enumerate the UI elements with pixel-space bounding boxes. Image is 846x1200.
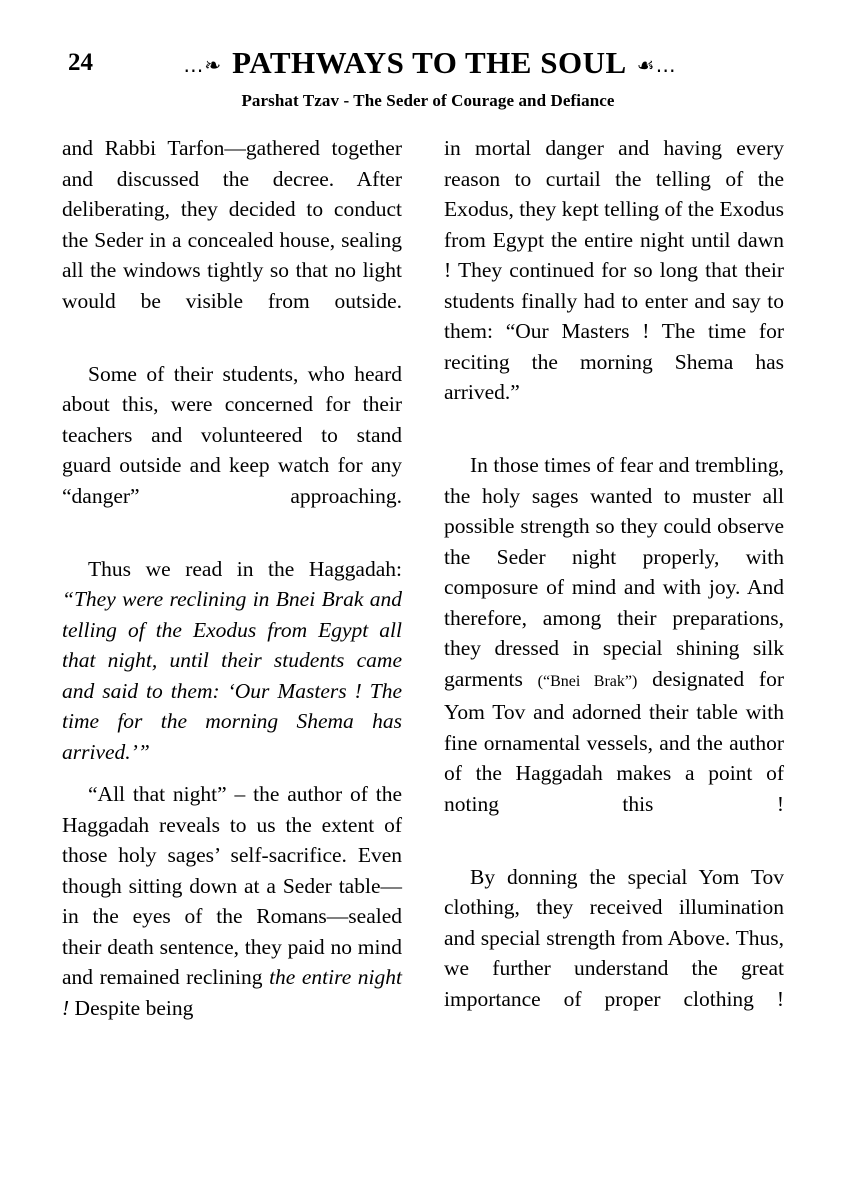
body-text: and Rabbi Tarfon—gathered together and discussed the decree. After deliberating, they decided to conduct the Seder in a concealed house, sealing all the windows tightly so that no light would be visible from outside. [62,136,402,313]
body-text: in mortal danger and having every reason to curtail the telling of the Exodus, they kept telling of the Exodus from Egypt the entire night until dawn ! They continued for so long that their students finally had to enter and say to them: “Our Masters ! The time for reciting the morning Shema has arrived.” [444,136,784,404]
paragraph [62,133,402,347]
paragraph [62,779,402,1023]
quoted-text: “They were reclining in Bnei Brak and telling of the Exodus from Egypt all that night, until their students came and said to them: ‘Our Masters ! The time for the morning Shema has arrived.’” [62,587,402,764]
left-column [62,133,402,1057]
paragraph [62,554,402,768]
paragraph [444,133,784,438]
quoted-text: the entire night ! [62,965,402,1020]
body-text: In those times of fear and trembling, the holy sages wanted to muster all possible strength so they could observe the Seder night properly, with composure of mind and with joy. And therefore, among their preparations, they dressed in special shining silk garments [444,453,784,691]
paragraph [62,359,402,542]
body-text: Thus we read in the Haggadah: [88,556,402,581]
page-number: 24 [68,49,93,76]
book-title: PATHWAYS TO THE SOUL [232,45,627,80]
paragraph [444,450,784,850]
body-columns [62,133,784,1057]
page-header [62,40,784,86]
parsha-subtitle: Parshat Tzav - The Seder of Courage and Defiance [241,91,615,110]
body-text: designated for Yom Tov and adorned their table with fine ornamental vessels, and the author of the Haggadah makes a point of noting this ! [444,666,785,816]
body-text: “All that night” – the author of the Haggadah reveals to us the extent of those holy sages’ self-sacrifice. Even though sitting down at a Seder table—in the eyes of the Romans—sealed their death sentence, they paid no mind and remained reclining [62,782,402,989]
header-title-block [183,45,676,81]
body-text: (“Bnei Brak”) [537,672,638,690]
body-text: Despite being [69,995,194,1020]
body-text: By donning the special Yom Tov clothing, they received illumination and special strength from Above. Thus, we further understand the great importance of proper clothing ! [444,864,784,1011]
paragraph [444,862,784,1045]
body-text: Some of their students, who heard about this, were concerned for their teachers and volunteered to stand guard outside and keep watch for any “danger” approaching. [62,361,402,508]
ornament-left-icon: …❧ [183,53,223,77]
right-column [444,133,784,1057]
ornament-right-icon: ☙… [636,53,677,77]
